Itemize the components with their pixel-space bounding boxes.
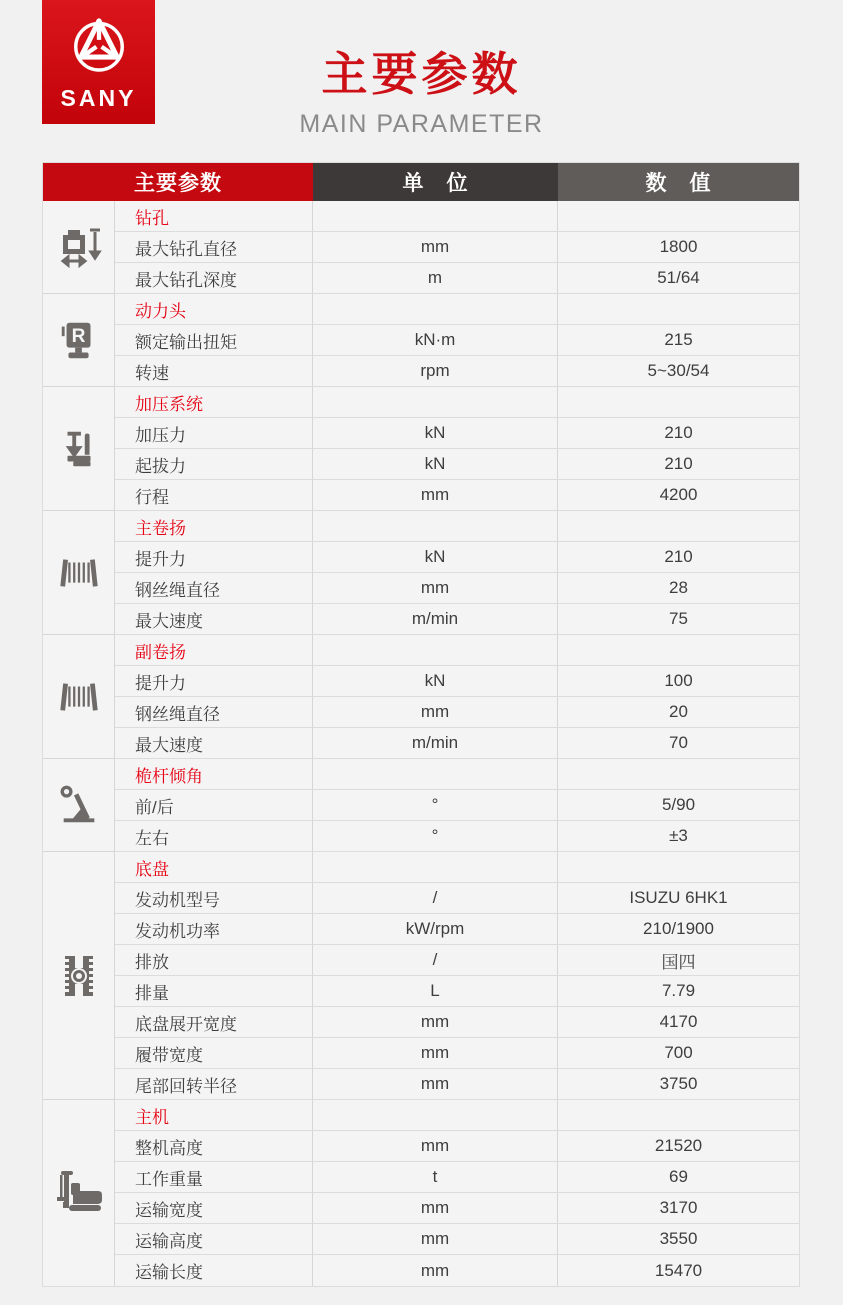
param-cell: 行程 bbox=[115, 480, 313, 510]
unit-cell: mm bbox=[313, 1255, 558, 1286]
value-cell: 国四 bbox=[661, 952, 696, 972]
unit-cell: ° bbox=[313, 790, 558, 820]
category-row bbox=[115, 759, 799, 790]
param-cell: 提升力 bbox=[115, 666, 313, 696]
column-header-value: 数 值 bbox=[558, 163, 799, 201]
section-icon-cell bbox=[43, 294, 115, 387]
section-icon-cell bbox=[43, 635, 115, 759]
param-cell: 底盘展开宽度 bbox=[115, 1007, 313, 1037]
unit-cell: m/min bbox=[313, 728, 558, 758]
section-icon-cell bbox=[43, 511, 115, 635]
param-cell: 履带宽度 bbox=[115, 1038, 313, 1068]
section-rows bbox=[115, 1100, 799, 1286]
table-row bbox=[115, 697, 799, 728]
param-cell: 发动机型号 bbox=[115, 883, 313, 913]
spec-section bbox=[43, 294, 799, 387]
spec-section bbox=[43, 1100, 799, 1286]
param-cell: 最大速度 bbox=[115, 728, 313, 758]
param-cell: 运输宽度 bbox=[115, 1193, 313, 1223]
unit-cell: mm bbox=[313, 232, 558, 262]
param-cell: 排放 bbox=[115, 945, 313, 975]
unit-cell: mm bbox=[313, 1131, 558, 1161]
unit-cell: kN bbox=[313, 542, 558, 572]
main-winch-icon bbox=[56, 550, 102, 596]
category-unit-cell bbox=[313, 294, 558, 324]
table-row bbox=[115, 325, 799, 356]
value-cell: ISUZU 6HK1 bbox=[629, 888, 728, 907]
param-cell: 额定输出扭矩 bbox=[115, 325, 313, 355]
power-head-icon bbox=[56, 316, 102, 364]
unit-cell: kN bbox=[313, 418, 558, 448]
table-row bbox=[115, 666, 799, 697]
unit-cell: m/min bbox=[313, 604, 558, 634]
value-cell: 3550 bbox=[659, 1229, 698, 1248]
unit-cell: mm bbox=[313, 1224, 558, 1254]
category-value-cell bbox=[558, 511, 799, 541]
section-rows bbox=[115, 201, 799, 294]
param-cell: 整机高度 bbox=[115, 1131, 313, 1161]
unit-cell: mm bbox=[313, 573, 558, 603]
table-row bbox=[115, 356, 799, 387]
unit-cell: t bbox=[313, 1162, 558, 1192]
category-label: 主机 bbox=[115, 1100, 313, 1130]
param-cell: 最大钻孔深度 bbox=[115, 263, 313, 293]
unit-cell: mm bbox=[313, 1193, 558, 1223]
category-value-cell bbox=[558, 1100, 799, 1130]
param-cell: 钢丝绳直径 bbox=[115, 573, 313, 603]
aux-winch-icon bbox=[56, 674, 102, 720]
value-cell: 5~30/54 bbox=[647, 361, 710, 380]
param-cell: 起拔力 bbox=[115, 449, 313, 479]
svg-text:R: R bbox=[71, 325, 85, 347]
value-cell: 215 bbox=[664, 330, 693, 349]
section-rows bbox=[115, 511, 799, 635]
page-title: 主要参数 bbox=[321, 48, 522, 100]
unit-cell: rpm bbox=[313, 356, 558, 386]
table-row bbox=[115, 418, 799, 449]
category-row bbox=[115, 635, 799, 666]
brand-name: SANY bbox=[60, 85, 137, 111]
param-cell: 运输高度 bbox=[115, 1224, 313, 1254]
value-cell: 100 bbox=[664, 671, 693, 690]
category-label: 主卷扬 bbox=[115, 511, 313, 541]
category-row bbox=[115, 294, 799, 325]
value-cell: 700 bbox=[664, 1043, 693, 1062]
spec-table-header bbox=[43, 163, 799, 201]
value-cell: 3750 bbox=[659, 1074, 698, 1093]
category-label: 钻孔 bbox=[115, 201, 313, 231]
category-label: 桅杆倾角 bbox=[115, 759, 313, 789]
spec-section bbox=[43, 635, 799, 759]
category-label: 底盘 bbox=[115, 852, 313, 882]
category-value-cell bbox=[558, 387, 799, 417]
value-cell: 210 bbox=[664, 547, 693, 566]
spec-section bbox=[43, 759, 799, 852]
value-cell: 15470 bbox=[654, 1260, 703, 1280]
table-row bbox=[115, 1069, 799, 1100]
value-cell: 28 bbox=[669, 578, 688, 597]
section-icon-cell bbox=[43, 201, 115, 294]
value-cell: 4170 bbox=[659, 1012, 698, 1031]
table-row bbox=[115, 1224, 799, 1255]
param-cell: 最大钻孔直径 bbox=[115, 232, 313, 262]
spec-section bbox=[43, 387, 799, 511]
table-row bbox=[115, 1007, 799, 1038]
param-cell: 转速 bbox=[115, 356, 313, 386]
table-row bbox=[115, 1255, 799, 1286]
category-value-cell bbox=[558, 759, 799, 789]
unit-cell: / bbox=[313, 945, 558, 975]
param-cell: 最大速度 bbox=[115, 604, 313, 634]
param-cell: 工作重量 bbox=[115, 1162, 313, 1192]
category-row bbox=[115, 1100, 799, 1131]
unit-cell: kN bbox=[313, 666, 558, 696]
crowd-system-icon bbox=[56, 425, 102, 473]
unit-cell: mm bbox=[313, 1038, 558, 1068]
table-row bbox=[115, 976, 799, 1007]
section-rows bbox=[115, 387, 799, 511]
value-cell: 75 bbox=[669, 609, 688, 628]
table-row bbox=[115, 1131, 799, 1162]
table-row bbox=[115, 883, 799, 914]
param-cell: 提升力 bbox=[115, 542, 313, 572]
spec-section bbox=[43, 852, 799, 1100]
drilling-rig-icon bbox=[51, 1167, 107, 1219]
table-row bbox=[115, 945, 799, 976]
value-cell: 70 bbox=[669, 733, 688, 752]
table-row bbox=[115, 542, 799, 573]
value-cell: 69 bbox=[669, 1167, 688, 1186]
value-cell: 7.79 bbox=[661, 981, 696, 1000]
value-cell: 210 bbox=[664, 454, 693, 473]
spec-table-body bbox=[43, 201, 799, 1286]
column-header-param: 主要参数 bbox=[43, 163, 313, 201]
crawler-chassis-icon bbox=[55, 950, 103, 1002]
category-unit-cell bbox=[313, 635, 558, 665]
param-cell: 排量 bbox=[115, 976, 313, 1006]
category-unit-cell bbox=[313, 511, 558, 541]
section-icon-cell bbox=[43, 1100, 115, 1286]
section-icon-cell bbox=[43, 852, 115, 1100]
unit-cell: mm bbox=[313, 1069, 558, 1099]
category-value-cell bbox=[558, 852, 799, 882]
value-cell: 3170 bbox=[659, 1198, 698, 1217]
category-label: 副卷扬 bbox=[115, 635, 313, 665]
category-label: 动力头 bbox=[115, 294, 313, 324]
table-row bbox=[115, 914, 799, 945]
category-value-cell bbox=[558, 635, 799, 665]
mast-angle-icon bbox=[56, 782, 102, 828]
unit-cell: mm bbox=[313, 1007, 558, 1037]
section-icon-cell bbox=[43, 387, 115, 511]
table-row bbox=[115, 263, 799, 294]
table-row bbox=[115, 821, 799, 852]
drill-hole-icon bbox=[55, 223, 103, 271]
table-row bbox=[115, 1162, 799, 1193]
category-row bbox=[115, 852, 799, 883]
section-rows bbox=[115, 294, 799, 387]
table-row bbox=[115, 1038, 799, 1069]
param-cell: 发动机功率 bbox=[115, 914, 313, 944]
column-header-unit: 单 位 bbox=[313, 163, 558, 201]
table-row bbox=[115, 573, 799, 604]
unit-cell: m bbox=[313, 263, 558, 293]
category-unit-cell bbox=[313, 387, 558, 417]
unit-cell: / bbox=[313, 883, 558, 913]
unit-cell: kN bbox=[313, 449, 558, 479]
value-cell: ±3 bbox=[669, 826, 688, 845]
category-unit-cell bbox=[313, 852, 558, 882]
param-cell: 前/后 bbox=[115, 790, 313, 820]
section-icon-cell bbox=[43, 759, 115, 852]
table-row bbox=[115, 1193, 799, 1224]
category-row bbox=[115, 511, 799, 542]
section-rows bbox=[115, 759, 799, 852]
value-cell: 1800 bbox=[659, 237, 698, 256]
spec-section bbox=[43, 201, 799, 294]
table-row bbox=[115, 728, 799, 759]
category-value-cell bbox=[558, 294, 799, 324]
category-unit-cell bbox=[313, 201, 558, 231]
value-cell: 210 bbox=[664, 423, 693, 442]
unit-cell: mm bbox=[313, 480, 558, 510]
section-rows bbox=[115, 635, 799, 759]
page-header bbox=[0, 38, 843, 139]
value-cell: 51/64 bbox=[657, 268, 700, 287]
category-unit-cell bbox=[313, 759, 558, 789]
category-value-cell bbox=[558, 201, 799, 231]
unit-cell: kN·m bbox=[313, 325, 558, 355]
unit-cell: ° bbox=[313, 821, 558, 851]
table-row bbox=[115, 449, 799, 480]
unit-cell: mm bbox=[313, 697, 558, 727]
table-row bbox=[115, 232, 799, 263]
section-rows bbox=[115, 852, 799, 1100]
value-cell: 4200 bbox=[659, 485, 698, 504]
unit-cell: L bbox=[313, 976, 558, 1006]
unit-cell: kW/rpm bbox=[313, 914, 558, 944]
table-row bbox=[115, 604, 799, 635]
value-cell: 210/1900 bbox=[643, 919, 714, 938]
category-row bbox=[115, 201, 799, 232]
page-subtitle: MAIN PARAMETER bbox=[299, 110, 544, 138]
value-cell: 5/90 bbox=[661, 795, 696, 814]
category-label: 加压系统 bbox=[115, 387, 313, 417]
param-cell: 钢丝绳直径 bbox=[115, 697, 313, 727]
category-unit-cell bbox=[313, 1100, 558, 1130]
spec-section bbox=[43, 511, 799, 635]
value-cell: 20 bbox=[669, 702, 688, 721]
table-row bbox=[115, 480, 799, 511]
param-cell: 加压力 bbox=[115, 418, 313, 448]
value-cell: 21520 bbox=[654, 1136, 703, 1155]
spec-table bbox=[42, 162, 800, 1287]
param-cell: 运输长度 bbox=[115, 1255, 313, 1286]
table-row bbox=[115, 790, 799, 821]
category-row bbox=[115, 387, 799, 418]
param-cell: 尾部回转半径 bbox=[115, 1069, 313, 1099]
param-cell: 左右 bbox=[115, 821, 313, 851]
